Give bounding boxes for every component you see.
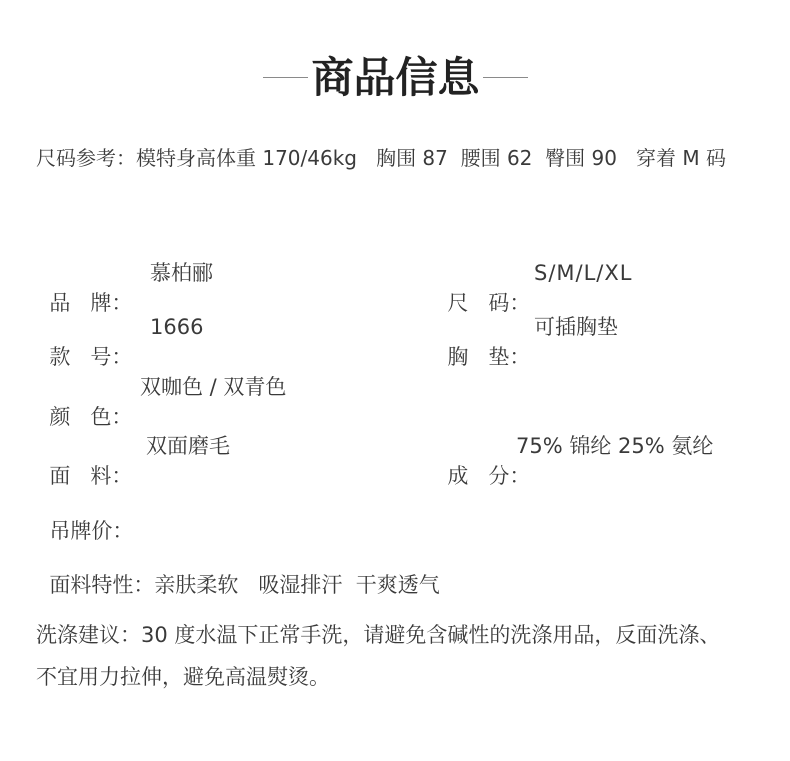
title-divider-left [263, 77, 308, 78]
title-divider-right [483, 77, 528, 78]
spec-composition-label: 成 分： [447, 464, 531, 488]
spec-style-no-label: 款 号： [49, 345, 133, 369]
spec-style-no-value: 1666 [150, 315, 204, 339]
spec-size-label: 尺 码： [447, 291, 531, 315]
spec-chest-pad-label: 胸 垫： [447, 345, 531, 369]
spec-fabric-value: 双面磨毛 [146, 434, 230, 458]
section-header [0, 52, 790, 104]
page-title: 商品信息 [311, 53, 480, 102]
washing-label: 洗涤建议： [36, 623, 141, 647]
spec-composition-value: 75% 锦纶 25% 氨纶 [516, 434, 714, 458]
spec-color-value: 双咖色 / 双青色 [140, 375, 287, 399]
washing-text: 30 度水温下正常手洗，请避免含碱性的洗涤用品，反面洗涤、不宜用力拉伸，避免高温熨烫。 [36, 623, 721, 689]
spec-brand-value: 慕柏郦 [150, 261, 213, 285]
spec-chest-pad [434, 312, 774, 402]
spec-fabric-label: 面 料： [49, 464, 133, 488]
spec-fabric-features-value: 亲肤柔软 吸湿排汗 干爽透气 [154, 573, 440, 597]
washing-instructions [36, 614, 736, 698]
spec-fabric-features-label: 面料特性： [49, 573, 155, 597]
spec-brand-label: 品 牌： [49, 291, 133, 315]
spec-size-value: S/M/L/XL [534, 261, 633, 285]
size-reference: 尺码参考：模特身高体重 170/46kg 胸围 87 腰围 62 臀围 90 穿着 M 码 [36, 146, 726, 170]
spec-color-label: 颜 色： [49, 405, 133, 429]
spec-fabric-features [36, 540, 756, 600]
spec-tag-price-label: 吊牌价： [49, 519, 134, 543]
spec-composition [434, 431, 774, 521]
spec-chest-pad-value: 可插胸垫 [534, 315, 618, 339]
